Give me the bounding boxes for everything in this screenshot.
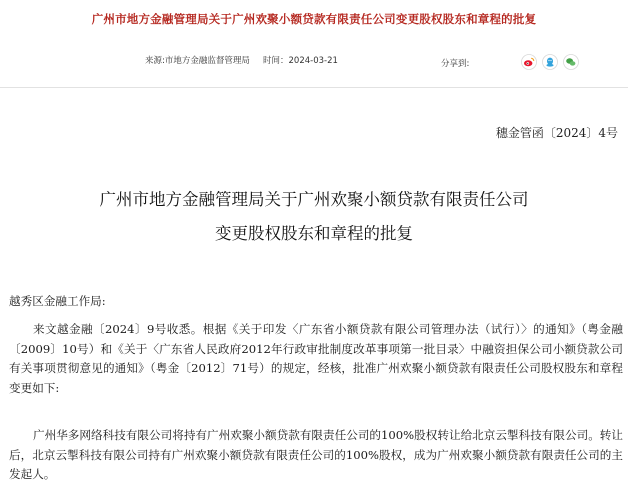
addressee: 越秀区金融工作局:	[9, 294, 106, 308]
document-number: 穗金管函〔2024〕4号	[495, 126, 618, 140]
header-divider	[0, 87, 628, 88]
page-header-title: 广州市地方金融管理局关于广州欢聚小额贷款有限责任公司变更股权股东和章程的批复	[91, 12, 537, 26]
source-label: 来源:市地方金融监督管理局	[145, 56, 250, 66]
document-title-line2: 变更股权股东和章程的批复	[215, 224, 413, 243]
article-meta	[0, 54, 628, 70]
body-paragraph-2: 广州华多网络科技有限公司将持有广州欢聚小额贷款有限责任公司的100%股权转让给北京云掣科技有限公司。转让后，北京云掣科技有限公司持有广州欢聚小额贷款有限责任公司的100%股权，成为广州欢聚小额贷款有限责任公司的主发起人。	[9, 428, 623, 482]
share-label: 分享到:	[441, 59, 470, 69]
qq-icon[interactable]	[542, 54, 558, 70]
publish-time: 时间：2024-03-21	[263, 56, 338, 66]
wechat-icon[interactable]	[563, 54, 579, 70]
document-title-line1: 广州市地方金融管理局关于广州欢聚小额贷款有限责任公司	[99, 190, 529, 209]
body-paragraph-1: 来文越金融〔2024〕9号收悉。根据《关于印发〈广东省小额贷款有限公司管理办法（试行）〉的通知》（粤金融〔2009〕10号）和《关于〈广东省人民政府2012年行政审批制度改革事项第一批目录〉中融资担保公司小额贷款公司有关事项贯彻意见的通知》（粤金〔2012〕71号）的规定，经核，批准广州欢聚小额贷款有限责任公司股权股东和章程变更如下:	[9, 322, 623, 395]
weibo-icon[interactable]	[521, 54, 537, 70]
